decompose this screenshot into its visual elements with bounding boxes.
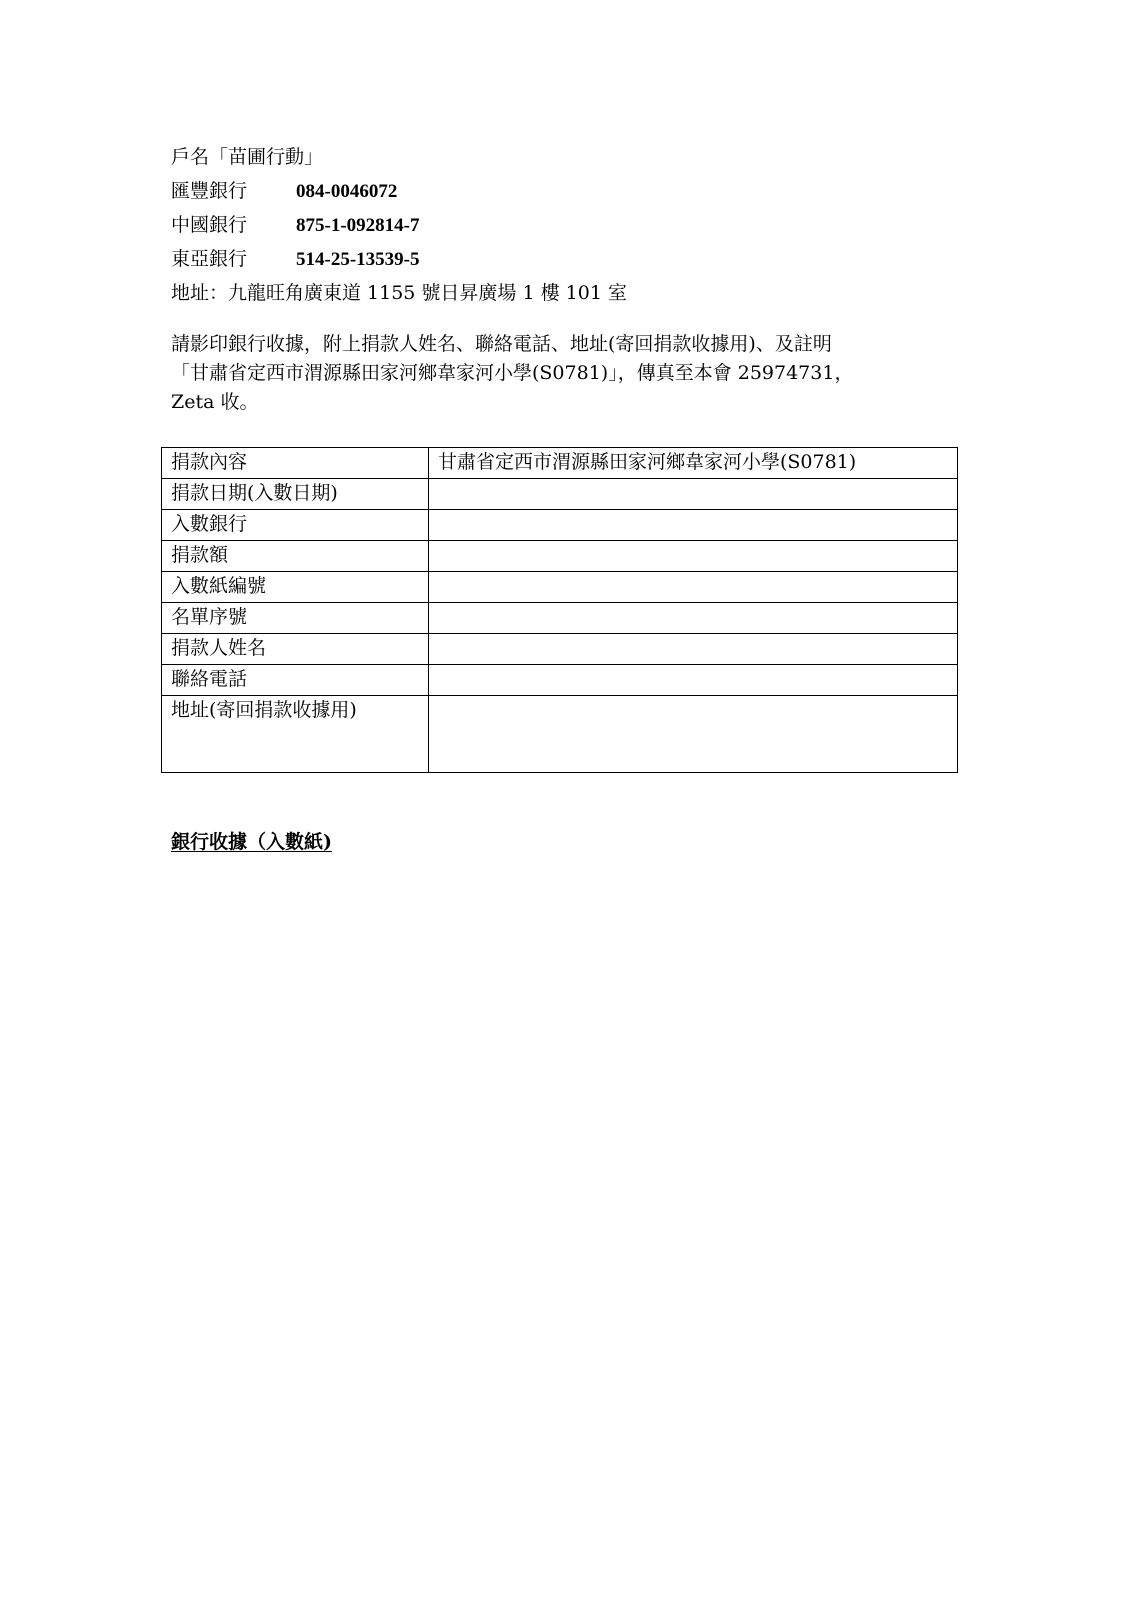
field-label: 地址(寄回捐款收據用): [162, 696, 429, 773]
table-row: [162, 541, 958, 572]
bank-name: 匯豐銀行: [171, 180, 248, 202]
bank-row-bea: [171, 242, 627, 276]
table-row: [162, 479, 958, 510]
instructions-paragraph: [171, 330, 961, 417]
field-value: 甘肅省定西市渭源縣田家河鄉韋家河小學(S0781): [429, 448, 958, 479]
field-value[interactable]: [429, 634, 958, 665]
bank-row-hsbc: [171, 174, 627, 208]
bank-name: 中國銀行: [171, 214, 248, 236]
instructions-line: Zeta 收。: [171, 391, 259, 413]
account-holder: 戶名「苗圃行動」: [171, 146, 324, 168]
table-row: [162, 603, 958, 634]
field-label: 捐款日期(入數日期): [162, 479, 429, 510]
table-row: [162, 696, 958, 773]
instructions-line: 請影印銀行收據，附上捐款人姓名、聯絡電話、地址(寄回捐款收據用)、及註明: [171, 333, 832, 355]
bank-account-number: 514-25-13539-5: [296, 249, 420, 270]
bank-row-boc: [171, 208, 627, 242]
table-row: [162, 572, 958, 603]
field-value[interactable]: [429, 696, 958, 773]
table-row: [162, 448, 958, 479]
address-line: 地址：九龍旺角廣東道 1155 號日昇廣場 1 樓 101 室: [171, 282, 627, 304]
table-row: [162, 665, 958, 696]
donation-form-table: [161, 447, 958, 773]
receipt-heading: 銀行收據（入數紙): [171, 831, 332, 853]
field-label: 捐款額: [162, 541, 429, 572]
field-label: 入數紙編號: [162, 572, 429, 603]
field-label: 名單序號: [162, 603, 429, 634]
table-row: [162, 634, 958, 665]
table-row: [162, 510, 958, 541]
field-value[interactable]: [429, 541, 958, 572]
field-value[interactable]: [429, 603, 958, 634]
field-value[interactable]: [429, 665, 958, 696]
field-value[interactable]: [429, 572, 958, 603]
account-info: [171, 140, 627, 310]
field-label: 入數銀行: [162, 510, 429, 541]
field-value[interactable]: [429, 510, 958, 541]
field-label: 捐款內容: [162, 448, 429, 479]
field-label: 聯絡電話: [162, 665, 429, 696]
field-value[interactable]: [429, 479, 958, 510]
field-label: 捐款人姓名: [162, 634, 429, 665]
instructions-line: 「甘肅省定西市渭源縣田家河鄉韋家河小學(S0781)」，傳真至本會 25974731，: [171, 362, 854, 384]
bank-account-number: 084-0046072: [296, 181, 398, 202]
bank-name: 東亞銀行: [171, 248, 248, 270]
bank-account-number: 875-1-092814-7: [296, 215, 420, 236]
